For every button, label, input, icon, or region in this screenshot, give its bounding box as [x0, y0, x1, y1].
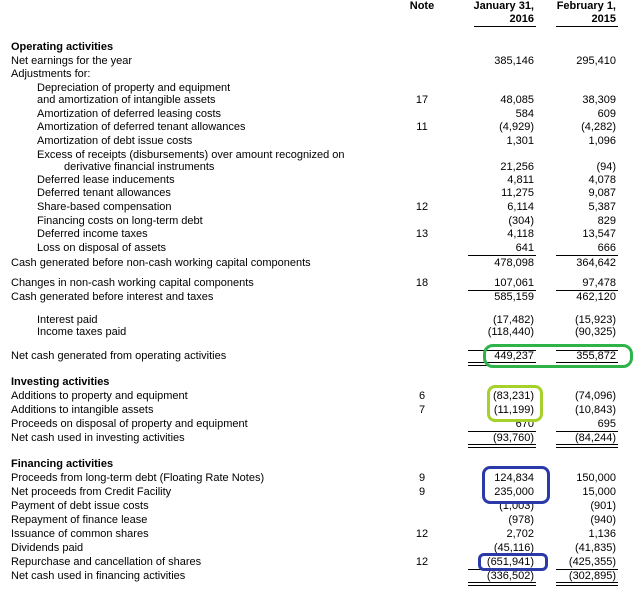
- value-2015: 1,096: [588, 135, 616, 147]
- table-row: [0, 201, 640, 214]
- row-label: Cash generated before interest and taxes: [11, 291, 214, 303]
- row-label: Excess of receipts (disbursements) over amount recognized on: [37, 149, 345, 161]
- row-label: Interest paid: [37, 314, 98, 326]
- table-row: [0, 570, 640, 583]
- row-label: derivative financial instruments: [64, 161, 215, 173]
- value-2015: 829: [597, 215, 616, 227]
- table-row: [0, 277, 640, 290]
- value-2016: 21,256: [500, 161, 534, 173]
- row-label: Additions to property and equipment: [11, 390, 188, 402]
- row-label: Net proceeds from Credit Facility: [11, 486, 172, 498]
- value-2015: (90,325): [575, 326, 616, 338]
- col-2016-header-line1: January 31,: [473, 0, 534, 12]
- table-row: [0, 291, 640, 304]
- row-label: Income taxes paid: [37, 326, 127, 338]
- table-row: [0, 94, 640, 107]
- value-2016: (93,760): [460, 432, 534, 445]
- value-2015: 38,309: [582, 94, 616, 106]
- table-row: [0, 135, 640, 148]
- row-label: Financing costs on long-term debt: [37, 215, 203, 227]
- table-row: [0, 326, 640, 339]
- col-2016-header-rule: [474, 26, 536, 27]
- value-2016: (651,941): [460, 556, 534, 569]
- row-label: Amortization of debt issue costs: [37, 135, 193, 147]
- table-row: [0, 404, 640, 417]
- value-2016: 1,301: [506, 135, 534, 147]
- row-label: Amortization of deferred leasing costs: [37, 108, 222, 120]
- value-2015: 695: [548, 418, 616, 431]
- col-2015-header: [552, 0, 616, 26]
- row-label: Adjustments for:: [11, 68, 91, 80]
- note-ref: 7: [418, 404, 426, 416]
- value-2015: 5,387: [588, 201, 616, 213]
- row-label: Depreciation of property and equipment: [37, 82, 231, 94]
- value-2016: 11,275: [501, 187, 534, 199]
- value-2015: (940): [590, 514, 616, 526]
- value-2016: (1,003): [499, 500, 534, 512]
- value-2015: 462,120: [576, 291, 616, 303]
- value-2015: 4,078: [588, 174, 616, 186]
- note-ref: 9: [418, 486, 426, 498]
- note-column-header: Note: [409, 0, 435, 12]
- col-2015-header-line2: 2015: [591, 13, 616, 25]
- value-2016: 4,811: [507, 174, 534, 186]
- note-ref: 17: [415, 94, 429, 106]
- col-2015-header-line1: February 1,: [556, 0, 616, 12]
- table-row: [0, 514, 640, 527]
- value-2016: 48,085: [500, 94, 534, 106]
- value-2015: (425,355): [548, 556, 616, 569]
- note-ref: 11: [416, 121, 428, 133]
- lime-highlight-outline: [487, 385, 543, 422]
- row-label: Net cash used in investing activities: [11, 432, 185, 444]
- note-ref: 9: [418, 472, 426, 484]
- value-2016: 385,146: [494, 55, 534, 67]
- table-row: [0, 390, 640, 403]
- value-2015: (84,244): [548, 432, 616, 445]
- col-2015-header-rule: [556, 26, 618, 27]
- row-label: Dividends paid: [11, 542, 84, 554]
- value-2016: 107,061: [460, 277, 534, 290]
- row-label: Loss on disposal of assets: [37, 242, 167, 254]
- row-label: Additions to intangible assets: [11, 404, 154, 416]
- row-label: Changes in non-cash working capital components: [11, 277, 254, 289]
- note-ref: 12: [415, 556, 429, 568]
- value-2015: (10,843): [575, 404, 616, 416]
- value-2015: 15,000: [582, 486, 616, 498]
- row-label: Net cash generated from operating activities: [11, 350, 227, 362]
- green-highlight-outline: [483, 344, 633, 368]
- table-row: [0, 257, 640, 270]
- value-2015: (901): [590, 500, 616, 512]
- value-2016: 124,834: [494, 472, 534, 484]
- row-label: Net cash used in financing activities: [11, 570, 186, 582]
- table-row: [0, 418, 640, 431]
- value-2015: (94): [596, 161, 616, 173]
- value-2016: (11,199): [493, 404, 534, 416]
- blue-highlight-outline-top: [482, 466, 550, 504]
- table-row: [0, 41, 640, 54]
- value-2015: (302,895): [548, 570, 616, 583]
- row-label: Financing activities: [11, 458, 114, 470]
- value-2015: 609: [597, 108, 616, 120]
- value-2015: 364,642: [576, 257, 616, 269]
- row-label: Repayment of finance lease: [11, 514, 148, 526]
- value-2016: 4,118: [507, 228, 534, 240]
- value-2015: (41,835): [575, 542, 616, 554]
- row-label: and amortization of intangible assets: [37, 94, 216, 106]
- value-2016: (83,231): [493, 390, 534, 402]
- row-label: Amortization of deferred tenant allowances: [37, 121, 246, 133]
- row-label: Investing activities: [11, 376, 110, 388]
- note-ref: 18: [415, 277, 429, 289]
- value-2015: 13,547: [582, 228, 616, 240]
- row-label: Repurchase and cancellation of shares: [11, 556, 202, 568]
- value-2015: (4,282): [581, 121, 616, 133]
- value-2015: 666: [548, 242, 616, 255]
- row-label: Net earnings for the year: [11, 55, 133, 67]
- value-2015: (15,923): [575, 314, 616, 326]
- table-row: [0, 187, 640, 200]
- row-label: Deferred lease inducements: [37, 174, 175, 186]
- value-2015: 97,478: [548, 277, 616, 290]
- value-2016: 2,702: [506, 528, 534, 540]
- table-row: [0, 376, 640, 389]
- value-2015: 355,872: [548, 350, 616, 363]
- row-label: Issuance of common shares: [11, 528, 149, 540]
- value-2016: (336,502): [460, 570, 534, 583]
- table-row: [0, 121, 640, 134]
- value-2016: (4,929): [499, 121, 534, 133]
- value-2016: 235,000: [494, 486, 534, 498]
- row-label: Operating activities: [11, 41, 114, 53]
- note-ref: 12: [415, 528, 429, 540]
- table-row: [0, 432, 640, 445]
- value-2016: (17,482): [493, 314, 534, 326]
- table-row: [0, 108, 640, 121]
- value-2016: 670: [460, 418, 534, 431]
- table-row: [0, 228, 640, 241]
- blue-highlight-outline-bottom: [478, 553, 548, 571]
- row-label: Deferred income taxes: [37, 228, 148, 240]
- value-2016: 6,114: [507, 201, 534, 213]
- value-2016: (45,116): [493, 542, 534, 554]
- table-row: [0, 55, 640, 68]
- value-2016: 641: [460, 242, 534, 255]
- note-ref: 12: [415, 201, 429, 213]
- value-2016: 449,237: [460, 350, 534, 363]
- value-2015: (74,096): [575, 390, 616, 402]
- value-2016: (304): [508, 215, 534, 227]
- value-2016: 478,098: [494, 257, 534, 269]
- table-row: [0, 528, 640, 541]
- col-2016-header: [464, 0, 534, 26]
- table-row: [0, 68, 640, 81]
- value-2015: 9,087: [588, 187, 616, 199]
- table-row: [0, 242, 640, 255]
- row-label: Deferred tenant allowances: [37, 187, 171, 199]
- value-2016: (978): [508, 514, 534, 526]
- row-label: Share-based compensation: [37, 201, 172, 213]
- table-row: [0, 174, 640, 187]
- table-row: [0, 161, 640, 174]
- value-2015: 295,410: [576, 55, 616, 67]
- row-label: Proceeds on disposal of property and equipment: [11, 418, 248, 430]
- row-label: Payment of debt issue costs: [11, 500, 149, 512]
- table-row: [0, 215, 640, 228]
- value-2015: 150,000: [576, 472, 616, 484]
- value-2016: (118,440): [487, 326, 534, 338]
- note-ref: 13: [415, 228, 429, 240]
- col-2016-header-line2: 2016: [509, 13, 534, 25]
- note-ref: 6: [418, 390, 426, 402]
- row-label: Cash generated before non-cash working capital components: [11, 257, 311, 269]
- value-2016: 584: [515, 108, 534, 120]
- row-label: Proceeds from long-term debt (Floating Rate Notes): [11, 472, 265, 484]
- value-2016: 585,159: [494, 291, 534, 303]
- value-2015: 1,136: [588, 528, 616, 540]
